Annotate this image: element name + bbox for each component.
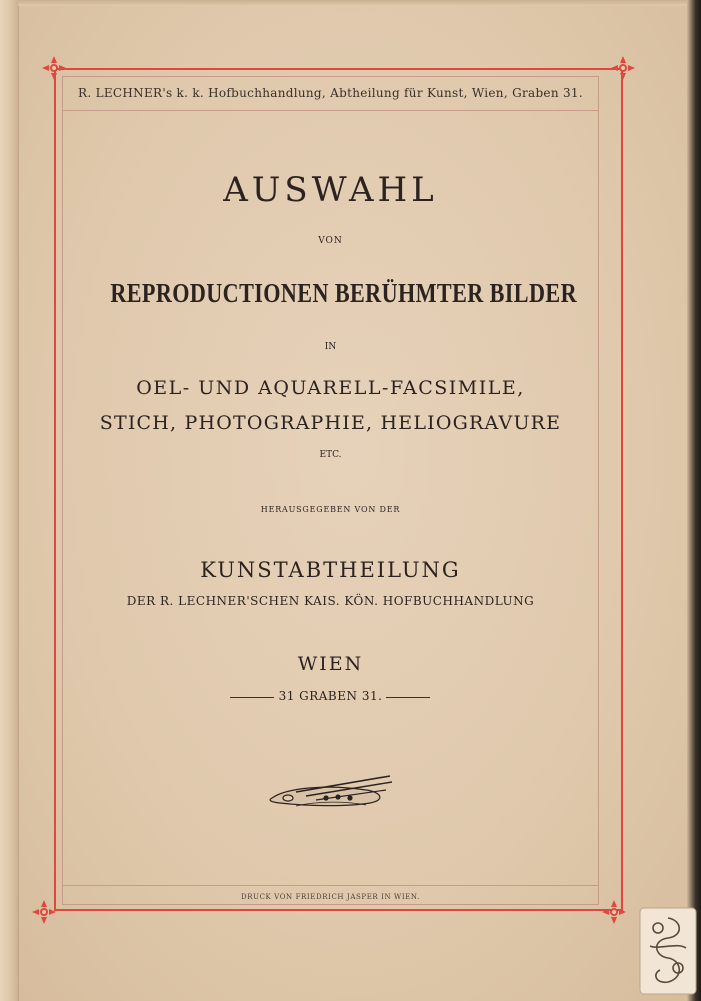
book-spine	[0, 0, 19, 1001]
printer-line: DRUCK VON FRIEDRICH JASPER IN WIEN.	[240, 893, 420, 901]
title-etc: ETC.	[319, 450, 342, 460]
page-top-edge	[18, 0, 688, 6]
address-rule-right	[386, 697, 430, 698]
title-von: VON	[318, 236, 343, 246]
media-line-1: OEL- UND AQUARELL-FACSIMILE,	[136, 377, 525, 399]
corner-ornament-icon	[609, 54, 637, 82]
corner-ornament-icon	[40, 54, 68, 82]
artist-palette-icon	[266, 770, 396, 810]
corner-ornament-icon	[600, 898, 628, 926]
publisher-address: 31 GRABEN 31.	[278, 689, 383, 703]
herausgegeben-line: HERAUSGEGEBEN VON DER	[260, 505, 401, 514]
publisher-city: WIEN	[297, 653, 364, 675]
header-rule	[62, 110, 599, 111]
corner-ornament-icon	[30, 898, 58, 926]
page-right-edge	[687, 0, 701, 1001]
publisher-header-line: R. LECHNER's k. k. Hofbuchhandlung, Abtheilung für Kunst, Wien, Graben 31.	[78, 86, 583, 100]
footer-rule	[62, 885, 599, 886]
ex-libris-stamp-icon	[638, 906, 698, 996]
media-line-2: STICH, PHOTOGRAPHIE, HELIOGRAVURE	[99, 412, 562, 434]
title-in: IN	[324, 342, 337, 352]
publisher-name: KUNSTABTHEILUNG	[200, 558, 461, 582]
title-main: AUSWAHL	[223, 170, 438, 210]
publisher-subline: DER R. LECHNER'SCHEN KAIS. KÖN. HOFBUCHHANDLUNG	[126, 594, 535, 608]
title-subject: REPRODUCTIONEN BERÜHMTER BILDER	[110, 278, 577, 308]
